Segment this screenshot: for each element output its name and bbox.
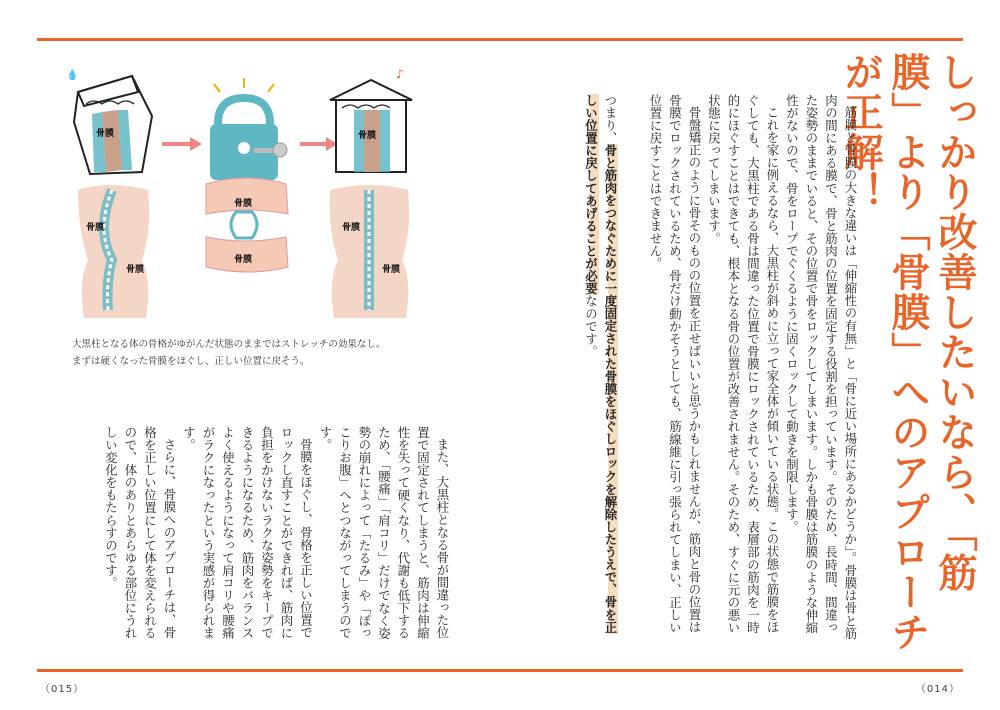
- paragraph: 骨盤矯正のように骨そのものの位置を正せばいいと思うかもしれませんが、筋肉と骨の位置は骨膜でロックされているため、骨だけ動かそうとしても、筋線維に引っ張られてしまい、正しい位置に戻すことはできません。: [648, 94, 702, 634]
- headline: しっかり改善したいなら、「筋膜」より「骨膜」へのアプローチが正解！: [838, 52, 977, 652]
- paragraph: さらに、骨膜へのアプローチは、骨格を正しい位置にして体を変えられるので、体のありとあらゆる部位にうれしい変化をもたらすのです。: [103, 426, 177, 640]
- torso-right-illustration: [330, 185, 409, 318]
- paragraph: 筋膜と骨膜の大きな違いは「伸縮性の有無」と「骨に近い場所にあるかどうか」。骨膜は骨と筋肉の間にある膜で、骨と筋肉の位置を固定する役割を担っています。そのため、長時間、間違った姿勢のままでいると、その位置で骨をロックしてしまいます。しかも骨膜は筋膜のような伸縮性がないので、骨をロープでぐくるように固くロックして動きを制限します。: [784, 94, 858, 640]
- torso-left-illustration: [78, 185, 149, 318]
- caption-line: まずは硬くなった骨膜をほぐし、正しい位置に戻そう。: [72, 356, 310, 367]
- text-pre: つまり、: [603, 94, 618, 145]
- padlock-illustration: [206, 78, 288, 272]
- page-number-right: （014）: [915, 684, 960, 695]
- highlighted-text: 骨と筋肉をつなぐために一度固定された骨膜をほぐしロックを解除したうえで、骨を正しい位置に戻してあげることが必要: [583, 94, 618, 634]
- paragraph: これを家に例えるなら、大黒柱が斜めに立って家全体が傾いている状態。この状態で筋膜をほぐしても、大黒柱である骨は間違った位置で骨膜にロックされているため、表層部の筋肉を一時的にほぐすことはできても、根本となる骨の位置が改善されません。そのため、すぐに元の悪い状態に戻ってしまいます。: [706, 94, 780, 634]
- body-text-bottom: [72, 426, 452, 642]
- bottom-rule: [37, 669, 963, 672]
- svg-text:♪: ♪: [396, 67, 404, 81]
- label-periosteum: 骨膜: [96, 129, 115, 139]
- illustration-caption: [72, 336, 432, 370]
- svg-text:💧: 💧: [66, 70, 79, 81]
- caption-line: 大黒柱となる体の骨格がゆがんだ状態のままではストレッチの効果なし。: [72, 339, 386, 350]
- body-text-conclusion: [558, 94, 620, 642]
- label-periosteum: 骨膜: [86, 223, 105, 233]
- top-rule: [37, 38, 963, 41]
- page-number-left: （015）: [40, 684, 85, 695]
- paragraph: また、大黒柱となる骨が間違った位置で固定されてしまうと、筋肉は伸縮性を失って硬くなり、代謝も低下するため、「腰痛」「肩コリ」だけでなく姿勢の崩れによって「たるみ」や「ぽっこりお腹」へとつながってしまうのです。: [318, 426, 450, 640]
- body-text-top: [628, 94, 860, 642]
- paragraph: [581, 94, 620, 642]
- label-periosteum: 骨膜: [234, 199, 253, 209]
- label-periosteum: 骨膜: [126, 265, 145, 275]
- straight-house-illustration: [330, 67, 412, 172]
- label-periosteum: 骨膜: [342, 223, 361, 233]
- tilted-house-illustration: [66, 68, 152, 174]
- text-post: なのです。: [583, 294, 599, 358]
- label-periosteum: 骨膜: [234, 255, 253, 265]
- label-periosteum: 骨膜: [358, 131, 377, 141]
- paragraph: 骨膜をほぐし、骨格を正しい位置でロックし直すことができれば、筋肉に負担をかけないラクな姿勢をキープできるようになるため、筋肉をバランスよく使えるようになって肩コリや腰痛がラクになったという実感が得られます。: [181, 426, 314, 640]
- label-periosteum: 骨膜: [382, 265, 401, 275]
- illustration: [60, 62, 420, 322]
